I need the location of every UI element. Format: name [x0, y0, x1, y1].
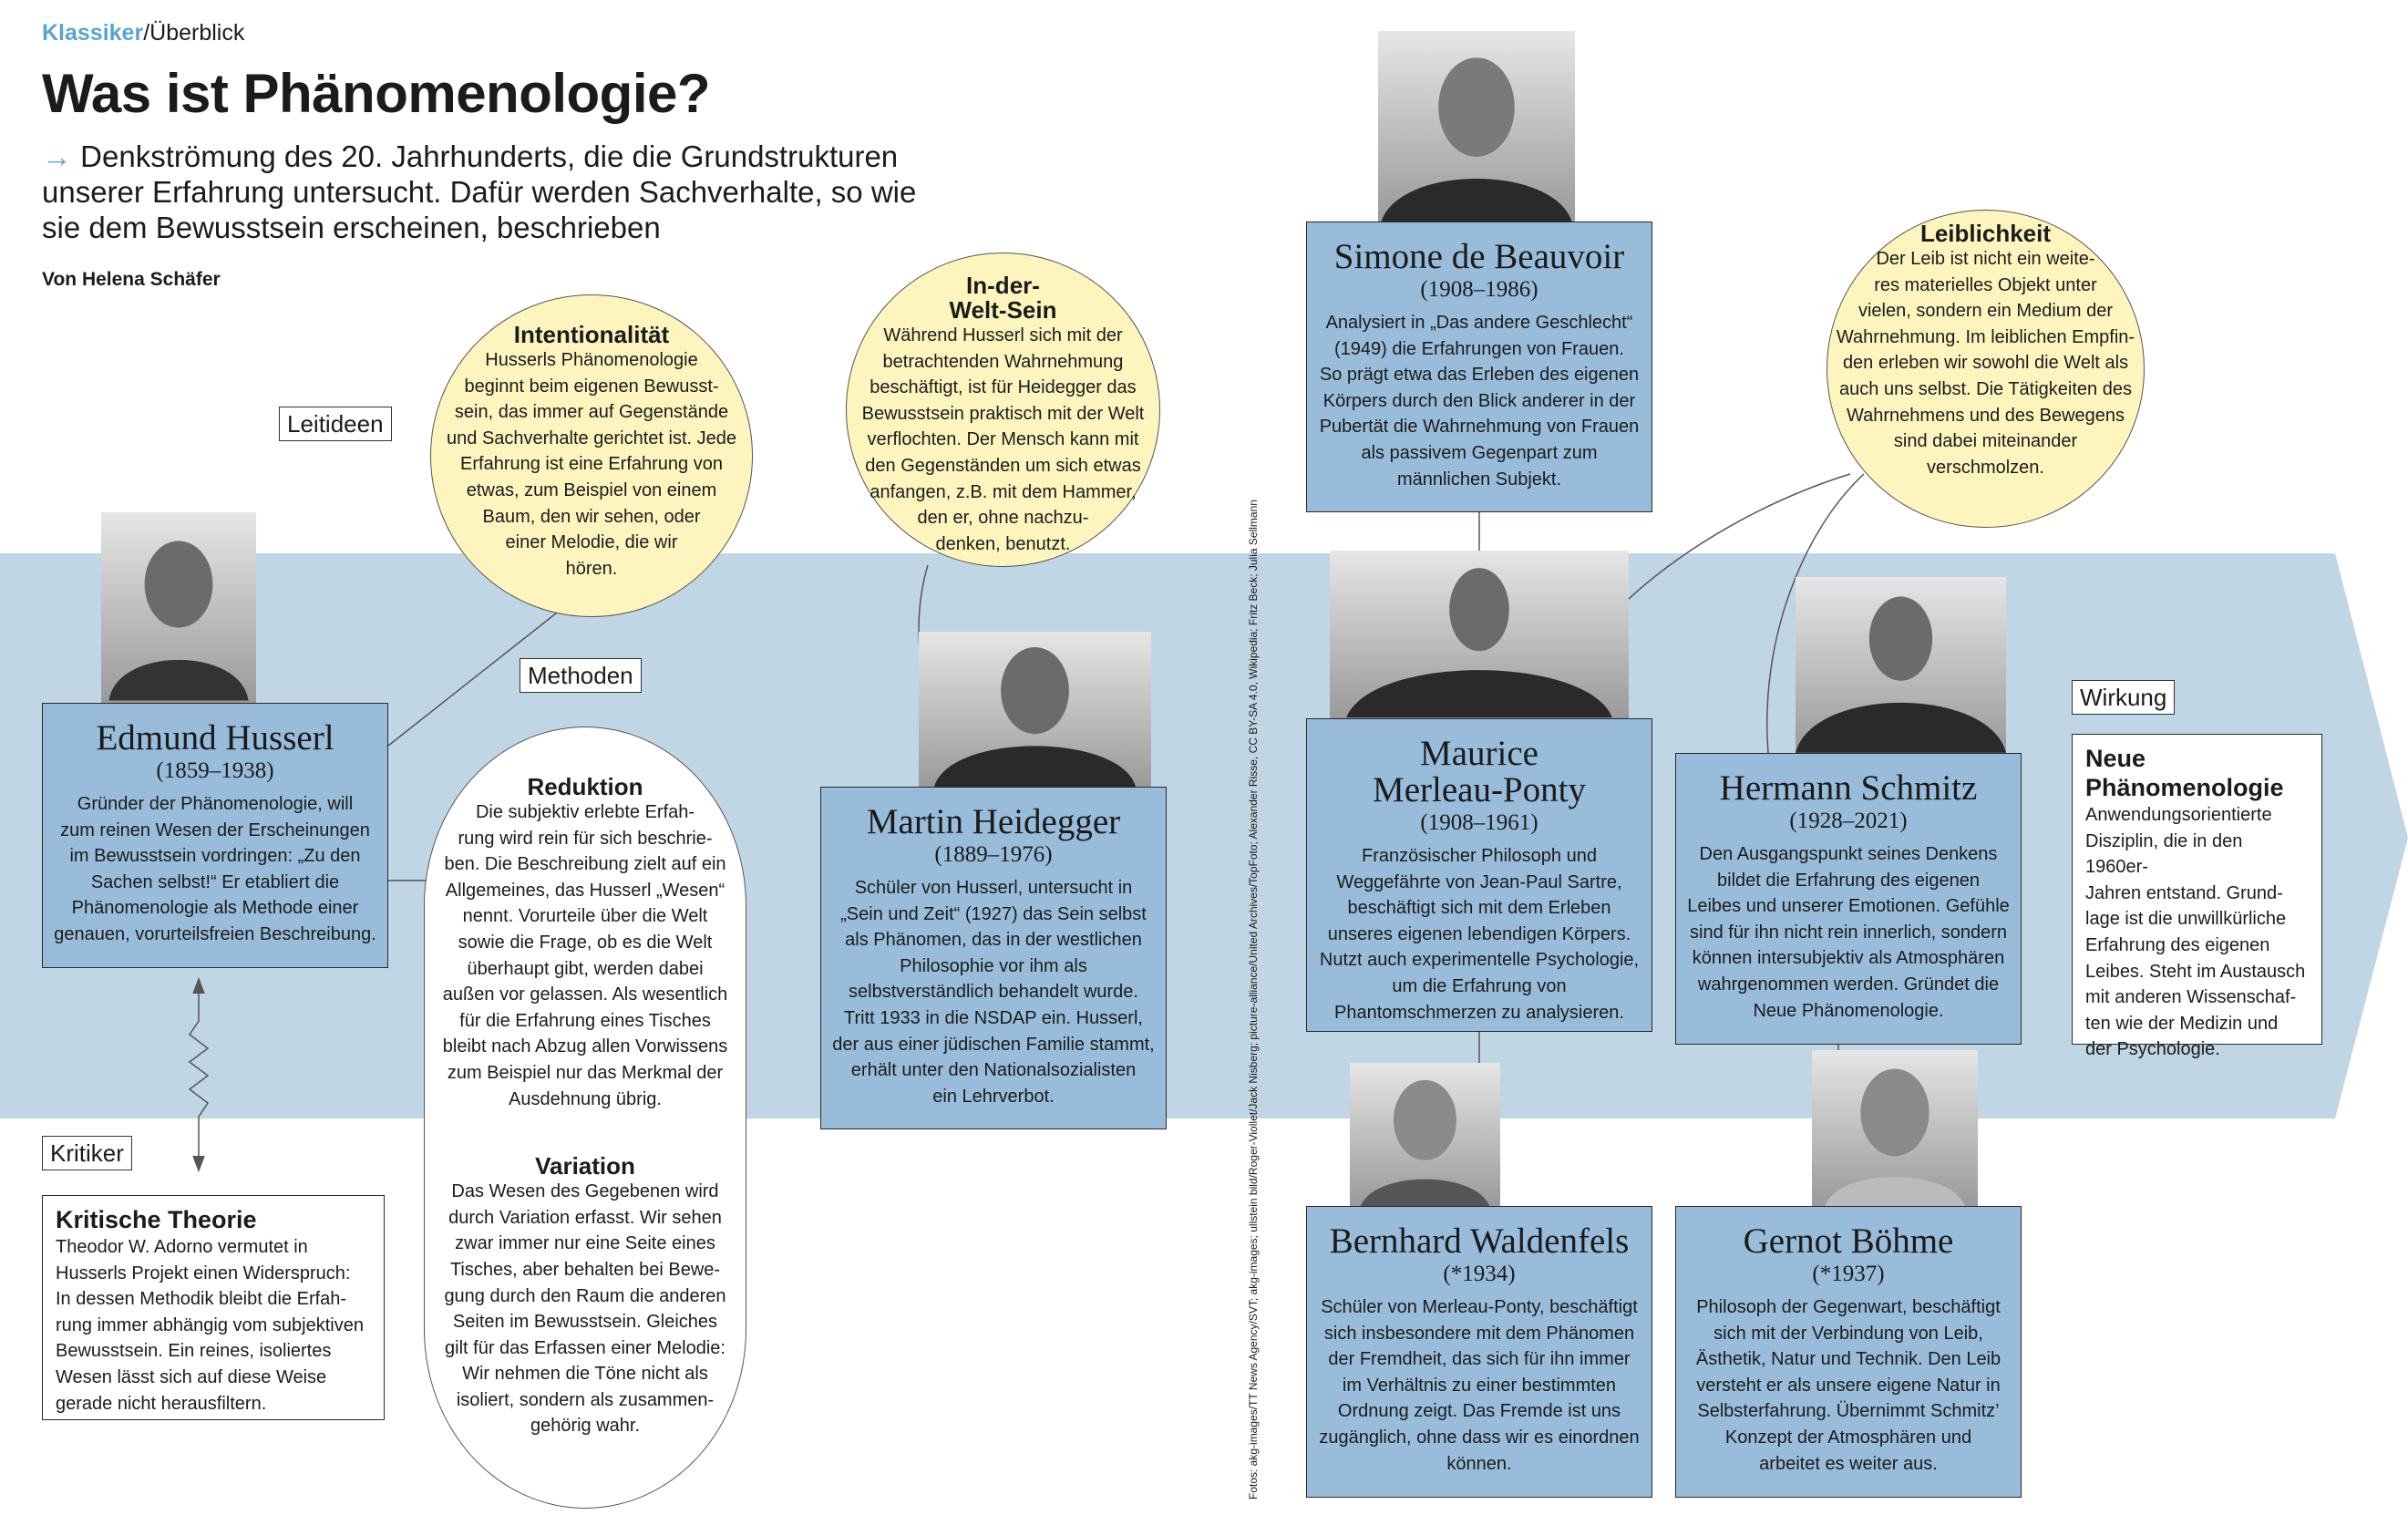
breadcrumb-subsection: Überblick — [149, 20, 245, 46]
person-card-waldenfels — [1306, 1206, 1652, 1498]
person-card-heidegger — [820, 787, 1167, 1129]
photo-waldenfels — [1350, 1063, 1500, 1206]
idea-text: Husserls Phänomenologie beginnt beim eigenen Bewusst- sein, das immer auf Gegenstände und Sachverhalte gerichtet ist. Jede Erfahrung ist eine Erfahrung von etwas, zum Beispiel von einem Baum, den wir sehen, oder einer Melodie, die wir hören. — [447, 350, 736, 579]
impact-text: Anwendungsorientierte Disziplin, die in den 1960er- Jahren entstand. Grund- lage ist die unwillkürliche Erfahrung des eigenen Leibes. Steht im Austausch mit anderen Wissenschaf- ten wie der Medizin und der Psychologie. — [2085, 805, 2306, 1060]
person-name: Bernhard Waldenfels — [1329, 1221, 1630, 1261]
person-name: Gernot Böhme — [1743, 1221, 1954, 1261]
photo-merleau-ponty — [1330, 551, 1629, 718]
person-name: Maurice Merleau-Ponty — [1373, 734, 1586, 809]
byline: Von Helena Schäfer — [42, 269, 221, 290]
person-years: (1889–1976) — [934, 842, 1053, 867]
person-name: Simone de Beauvoir — [1333, 237, 1625, 276]
method-text-reduktion: Die subjektiv erlebte Erfah- rung wird rein für sich beschrie- ben. Die Beschreibung zielt auf ein Allgemeines, das Husserl „Wesen“ nennt. Vorurteile über die Welt sowie die Frage, ob es die Welt überhaupt gibt, werden dabei außen vor gelassen. Als wesentlich für die Erfahrung eines Tisches bleibt nach Abzug allen Vorwissens zum Beispiel nur das Merkmal der Ausdehnung übrig. — [442, 802, 728, 1109]
person-card-schmitz — [1675, 753, 2022, 1045]
critique-card — [42, 1195, 385, 1420]
impact-title: Neue Phänomenologie — [2085, 745, 2284, 801]
method-title-reduktion: Reduktion — [527, 773, 643, 800]
idea-title: Intentionalität — [513, 321, 670, 348]
portrait-icon — [1330, 551, 1629, 718]
person-years: (1859–1938) — [156, 758, 274, 783]
idea-circle-in-der-welt-sein — [846, 252, 1160, 567]
breadcrumb-separator: / — [143, 20, 150, 46]
critique-title: Kritische Theorie — [56, 1206, 257, 1233]
idea-circle-intentionalitaet — [430, 294, 753, 617]
idea-circle-leiblichkeit — [1827, 210, 2145, 528]
person-card-beauvoir — [1306, 222, 1652, 512]
methods-pill — [424, 727, 746, 1509]
idea-title: Leiblichkeit — [1919, 220, 2052, 247]
person-description: Schüler von Merleau-Ponty, beschäftigt sich insbesondere mit dem Phänomen der Fremdheit, das sich für ihn immer im Verhältnis zu einer bestimmten Ordnung zeigt. Das Fremde ist uns zugänglich, ohne dass wir es einordnen können. — [1319, 1297, 1640, 1474]
photo-heidegger — [919, 632, 1151, 787]
label-leitideen: Leitideen — [279, 407, 392, 441]
label-methoden: Methoden — [520, 658, 642, 693]
method-text-variation: Das Wesen des Gegebenen wird durch Variation erfasst. Wir sehen zwar immer nur eine Seite eines Tisches, aber behalten bei Bewe- gung durch den Raum die anderen Seiten im Bewusstsein. Gleiches gilt für das Erfassen einer Melodie: Wir nehmen die Töne nicht als isoliert, sondern als zusammen- gehörig wahr. — [444, 1181, 726, 1437]
person-name: Martin Heidegger — [866, 802, 1121, 841]
idea-title: In-der- Welt-Sein — [949, 272, 1057, 324]
person-description: Schüler von Husserl, untersucht in „Sein und Zeit“ (1927) das Sein selbst als Phänomen, das in der westlichen Philosophie vor ihm als selbstverständlich behandelt wurde. Tritt 1933 in die NSDAP ein. Husserl, der aus einer jüdischen Familie stammt, erhält unter den Nationalsozialisten ein Lehrverbot. — [832, 878, 1155, 1107]
person-name: Edmund Husserl — [96, 718, 334, 758]
arrow-right-icon: → — [42, 139, 72, 173]
portrait-icon — [919, 632, 1151, 787]
method-title-variation: Variation — [535, 1152, 635, 1180]
critique-text: Theodor W. Adorno vermutet in Husserls Projekt einen Widerspruch: In dessen Methodik bleibt die Erfah- rung immer abhängig vom subjektiven Bewusstsein. Ein reines, isoliertes Wesen lässt sich auf diese Weise gerade nicht herausfiltern. — [56, 1237, 364, 1414]
person-card-boehme — [1675, 1206, 2022, 1498]
idea-text: Während Husserl sich mit der betrachtenden Wahrnehmung beschäftigt, ist für Heidegger das Bewusstsein praktisch mit der Welt verflochten. Der Mensch kann mit den Gegenständen um sich etwas anfangen, z.B. mit dem Hammer, den er, ohne nachzu- denken, benutzt. — [861, 325, 1145, 554]
person-years: (1908–1986) — [1420, 277, 1538, 302]
person-description: Französischer Philosoph und Weggefährte von Jean-Paul Sartre, beschäftigt sich mit dem Erleben unseres eigenen lebendigen Körpers. Nutzt auch experimentelle Psychologie, um die Erfahrung von Phantomschmerzen zu analysieren. — [1319, 846, 1640, 1023]
portrait-icon — [1796, 577, 2006, 753]
breadcrumb — [42, 20, 244, 46]
lead-text: Denkströmung des 20. Jahrhunderts, die die Grundstrukturen unserer Erfahrung untersucht. Dafür werden Sachverhalte, so wie sie dem Bewusstsein erscheinen, beschrieben — [42, 139, 917, 244]
portrait-icon — [101, 512, 256, 703]
portrait-icon — [1350, 1063, 1500, 1206]
label-kritiker: Kritiker — [42, 1136, 132, 1170]
portrait-icon — [1378, 31, 1575, 222]
lead-paragraph — [42, 139, 999, 245]
person-years: (*1934) — [1443, 1262, 1516, 1286]
idea-text: Der Leib ist nicht ein weite- res materielles Objekt unter vielen, sondern ein Medium der Wahrnehmung. Im leiblichen Empfin- den erleben wir sowohl die Welt als auch uns selbst. Die Tätigkeiten des Wahrnehmens und des Bewegens sind dabei miteinander verschmolzen. — [1836, 249, 2135, 478]
photo-credits: Fotos: akg-images/TT News Agency/SVT; akg-images; ullstein bild/Roger-Viollet/Jack Nisberg; picture-alliance/United Archives/TopFoto; Alexander Risse, CC BY-SA 4.0, Wikipedia; Fritz Beck; Julia Sellmann — [1247, 500, 1260, 1500]
person-description: Den Ausgangspunkt seines Denkens bildet die Erfahrung des eigenen Leibes und unserer Emotionen. Gefühle sind für ihn nicht rein innerlich, sondern können intersubjektiv als Atmosphären wahrgenommen werden. Gründet die Neue Phänomenologie. — [1687, 844, 2010, 1021]
person-card-husserl — [42, 703, 388, 968]
person-years: (*1937) — [1812, 1262, 1885, 1286]
impact-card — [2072, 734, 2322, 1060]
person-description: Analysiert in „Das andere Geschlecht“ (1949) die Erfahrungen von Frauen. So prägt etwa das Erleben des eigenen Körpers durch den Blick anderer in der Pubertät die Wahrnehmung von Frauen als passivem Gegenpart zum männlichen Subjekt. — [1319, 313, 1640, 490]
person-years: (1908–1961) — [1420, 810, 1538, 835]
person-name: Hermann Schmitz — [1719, 768, 1978, 808]
page-title: Was ist Phänomenologie? — [42, 63, 711, 124]
person-description: Philosoph der Gegenwart, beschäftigt sich mit der Verbindung von Leib, Ästhetik, Natur und Technik. Den Leib versteht er als unsere eigene Natur in Selbsterfahrung. Übernimmt Schmitz’ Konzept der Atmosphären und arbeitet es weiter aus. — [1695, 1297, 2002, 1474]
photo-beauvoir — [1378, 31, 1575, 222]
portrait-icon — [1812, 1050, 1978, 1206]
photo-husserl — [101, 512, 256, 703]
person-years: (1928–2021) — [1789, 809, 1908, 833]
person-description: Gründer der Phänomenologie, will zum reinen Wesen der Erscheinungen im Bewusstsein vordringen: „Zu den Sachen selbst!“ Er etabliert die Phänomenologie als Methode einer genauen, vorurteilsfreien Beschreibung. — [54, 794, 376, 944]
photo-schmitz — [1796, 577, 2006, 753]
person-card-merleau-ponty — [1306, 718, 1652, 1032]
photo-boehme — [1812, 1050, 1978, 1206]
label-wirkung: Wirkung — [2072, 680, 2175, 715]
breadcrumb-section[interactable]: Klassiker — [42, 20, 144, 46]
